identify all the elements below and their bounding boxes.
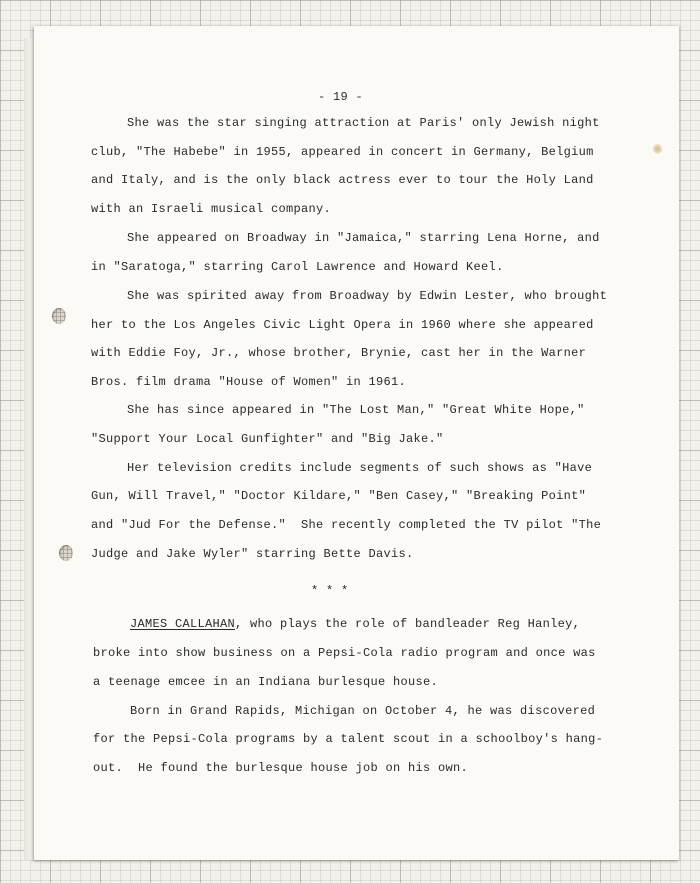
callahan-first-line: [130, 617, 580, 631]
paragraph-line: out. He found the burlesque house job on his own.: [93, 761, 469, 775]
paragraph-line: She was spirited away from Broadway by Edwin Lester, who brought: [127, 289, 608, 303]
paragraph-line: Judge and Jake Wyler" starring Bette Davis.: [91, 547, 414, 561]
paragraph-line: "Support Your Local Gunfighter" and "Big Jake.": [91, 432, 444, 446]
paragraph-line: with Eddie Foy, Jr., whose brother, Brynie, cast her in the Warner: [91, 346, 587, 360]
paragraph-line: and "Jud For the Defense." She recently completed the TV pilot "The: [91, 518, 602, 532]
paragraph-line: a teenage emcee in an Indiana burlesque house.: [93, 675, 439, 689]
actor-name: JAMES CALLAHAN: [130, 617, 236, 631]
paragraph-line: She appeared on Broadway in "Jamaica," starring Lena Horne, and: [127, 231, 600, 245]
paragraph-line: with an Israeli musical company.: [91, 202, 332, 216]
paragraph-line: in "Saratoga," starring Carol Lawrence and Howard Keel.: [91, 260, 504, 274]
punch-hole-lower: [59, 545, 73, 561]
paragraph-line: and Italy, and is the only black actress ever to tour the Holy Land: [91, 173, 594, 187]
paragraph-line: Her television credits include segments of such shows as "Have: [127, 461, 593, 475]
paragraph-line: her to the Los Angeles Civic Light Opera in 1960 where she appeared: [91, 318, 594, 332]
paragraph-line: She has since appeared in "The Lost Man," "Great White Hope,": [127, 403, 585, 417]
punch-hole-upper: [52, 308, 66, 324]
paragraph-line: for the Pepsi-Cola programs by a talent scout in a schoolboy's hang-: [93, 732, 604, 746]
page-edge-shadow: [24, 38, 34, 860]
paragraph-line: Born in Grand Rapids, Michigan on October 4, he was discovered: [130, 704, 596, 718]
paragraph-line: broke into show business on a Pepsi-Cola radio program and once was: [93, 646, 596, 660]
paragraph-line-rest: , who plays the role of bandleader Reg Hanley,: [235, 617, 581, 631]
section-separator: * * *: [311, 584, 349, 598]
paragraph-line: Gun, Will Travel," "Doctor Kildare," "Ben Casey," "Breaking Point": [91, 489, 587, 503]
paragraph-line: She was the star singing attraction at Paris' only Jewish night: [127, 116, 600, 130]
paper-stain: [653, 144, 662, 154]
paragraph-line: club, "The Habebe" in 1955, appeared in concert in Germany, Belgium: [91, 145, 594, 159]
page-number: - 19 -: [318, 90, 364, 104]
paragraph-line: Bros. film drama "House of Women" in 1961.: [91, 375, 407, 389]
